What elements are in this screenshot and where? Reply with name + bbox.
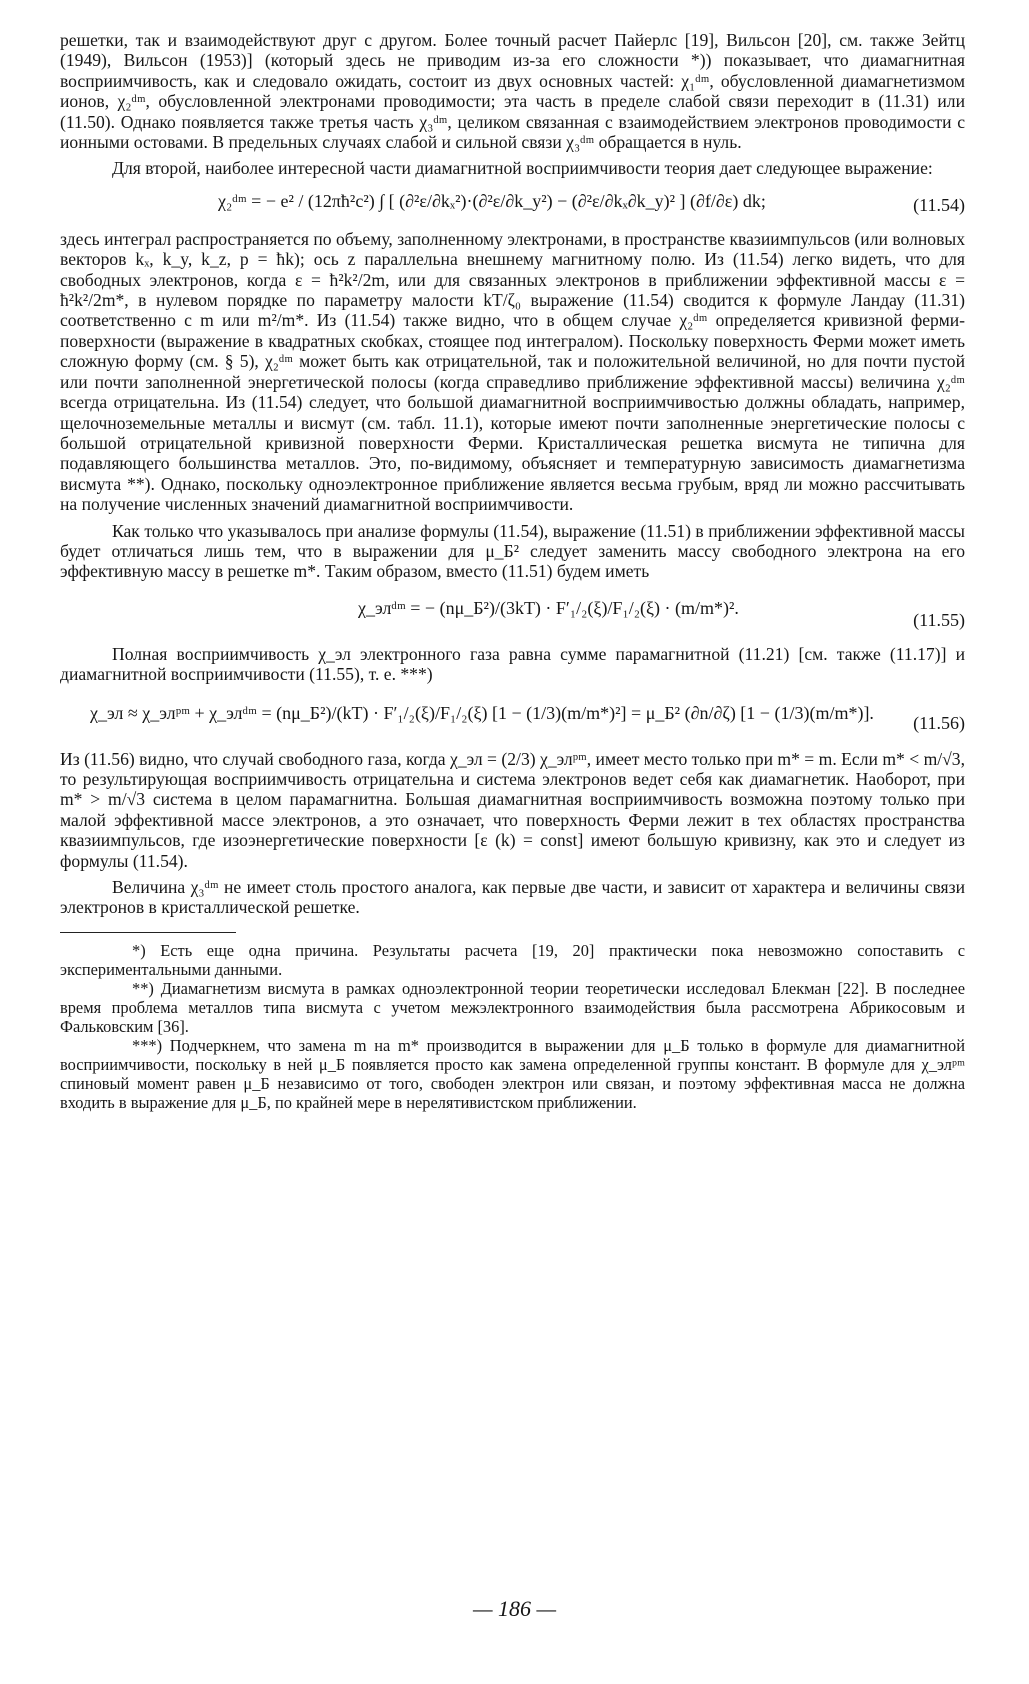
paragraph-7: Величина χ₃ᵈᵐ не имеет столь простого аналога, как первые две части, и зависит от характера и величины связи электронов в кристаллической решетке. <box>60 877 965 918</box>
page-number: — 186 — <box>472 1596 557 1621</box>
equation-11-54-number: (11.54) <box>913 194 965 215</box>
footnote-1: *) Есть еще одна причина. Результаты расчета [19, 20] практически пока невозможно сопоставить с экспериментальными данными. <box>60 940 965 979</box>
paragraph-4: Как только что указывалось при анализе формулы (11.54), выражение (11.51) в приближении эффективной массы будет отличаться лишь тем, что в выражении для μ_Б² следует заменить массу свободного электрона на его эффективную массу в решетке m*. Таким образом, вместо (11.51) будем иметь <box>60 520 965 582</box>
equation-11-54 <box>60 183 965 227</box>
footnote-3: ***) Подчеркнем, что замена m на m* производится в выражении для μ_Б только в формуле для диамагнитной восприимчивости, поскольку в ней μ_Б появляется просто как замена определенной группы констант. В формуле для χ_элᵖᵐ спиновый момент равен μ_Б независимо от того, свободен электрон или связан, и поэтому эффективная масса не должна входить в выражение для μ_Б, по крайней мере в нерелятивистском приближении. <box>60 1035 965 1112</box>
equation-11-56 <box>60 689 965 747</box>
paragraph-2: Для второй, наиболее интересной части диамагнитной восприимчивости теория дает следующее выражение: <box>112 158 933 179</box>
paragraph-5: Полная восприимчивость χ_эл электронного газа равна сумме парамагнитной (11.21) [см. также (11.17)] и диамагнитной восприимчивости (11.55), т. е. ***) <box>60 643 965 685</box>
equation-11-56-body: χ_эл ≈ χ_элᵖᵐ + χ_элᵈᵐ = (nμ_Б²)/(kT) · F′₁/₂(ξ)/F₁/₂(ξ) [1 − (1/3)(m/m*)²] = μ_Б² (∂n/∂ζ) [1 − (1/3)(m/m*)]. <box>90 702 874 723</box>
page-body <box>60 30 965 1112</box>
equation-11-54-body: χ₂ᵈᵐ = − e² / (12πħ²c²) ∫ [ (∂²ε/∂kₓ²)·(∂²ε/∂k_y²) − (∂²ε/∂kₓ∂k_y)² ] (∂f/∂ε) dk; <box>218 190 766 211</box>
footnote-divider <box>60 932 236 933</box>
equation-11-55-body: χ_элᵈᵐ = − (nμ_Б²)/(3kT) · F′₁/₂(ξ)/F₁/₂(ξ) · (m/m*)². <box>358 597 739 618</box>
paragraph-6: Из (11.56) видно, что случай свободного газа, когда χ_эл = (2/3) χ_элᵖᵐ, имеет место только при m* = m. Если m* < m/√3, то результирующая восприимчивость отрицательна и система электронов ведет себя как диамагнетик. Наоборот, при m* > m/√3 система в целом парамагнитна. Большая диамагнитная восприимчивость возможна поэтому только при малой эффективной массе электронов, а это означает, что поверхность Ферми лежит в тех областях пространства квазиимпульсов, где изоэнергетические поверхности [ε (k) = const] имеют большую кривизну, как это и следует из формулы (11.54). <box>60 748 965 871</box>
footnote-2: **) Диамагнетизм висмута в рамках одноэлектронной теории теоретически исследовал Блекман [22]. В последнее время проблема металлов типа висмута с учетом межэлектронного взаимодействия была рассмотрена Абрикосовым и Фальковским [36]. <box>60 978 965 1036</box>
equation-11-55 <box>60 586 965 642</box>
paragraph-1: решетки, так и взаимодействуют друг с другом. Более точный расчет Пайерлс [19], Вильсон [20], см. также Зейтц (1949), Вильсон (1953)] (который здесь не приводим из-за его сложности *)) показывает, что диамагнитная восприимчивость, как и следовало ожидать, состоит из двух основных частей: χ₁ᵈᵐ, обусловленной диамагнетизмом ионов, χ₂ᵈᵐ, обусловленной электронами проводимости; эта часть в пределе слабой связи переходит в (11.31) или (11.50). Однако появляется также третья часть χ₃ᵈᵐ, целиком связанная с взаимодействием электронов проводимости с ионными остовами. В предельных случаях слабой и сильной связи χ₃ᵈᵐ обращается в нуль. <box>60 30 965 153</box>
equation-11-56-number: (11.56) <box>913 712 965 733</box>
paragraph-3: здесь интеграл распространяется по объему, заполненному электронами, в пространстве квазиимпульсов (или волновых векторов kₓ, k_y, k_z, p = ħk); ось z параллельна внешнему магнитному полю. Из (11.54) легко видеть, что для свободных электронов, когда ε = ħ²k²/2m, или для связанных электронов в приближении эффективной массы ε = ħ²k²/2m*, в нулевом порядке по параметру малости kT/ζ₀ выражение (11.54) сводится к формуле Ландау (11.31) соответственно с m или m²/m*. Из (11.54) также видно, что в общем случае χ₂ᵈᵐ определяется кривизной ферми-поверхности (выражение в квадратных скобках, стоящее под интегралом). Поскольку поверхность Ферми может иметь сложную форму (см. § 5), χ₂ᵈᵐ может быть как отрицательной, так и положительной величиной, но для почти пустой или почти заполненной энергетической полосы (когда справедливо приближение эффективной массы) величина χ₂ᵈᵐ всегда отрицательна. Из (11.54) следует, что большой диамагнитной восприимчивостью должны обладать, например, щелочноземельные металлы и висмут (см. табл. 11.1), которые имеют почти заполненные энергетические полосы с большой отрицательной кривизной поверхности Ферми. Кристаллическая решетка висмута не типична для подавляющего большинства металлов. Это, по-видимому, объясняет и температурную зависимость диамагнетизма висмута **). Однако, поскольку одноэлектронное приближение является весьма грубым, вряд ли можно рассчитывать на получение численных значений диамагнитной восприимчивости. <box>60 228 965 515</box>
equation-11-55-number: (11.55) <box>913 609 965 630</box>
